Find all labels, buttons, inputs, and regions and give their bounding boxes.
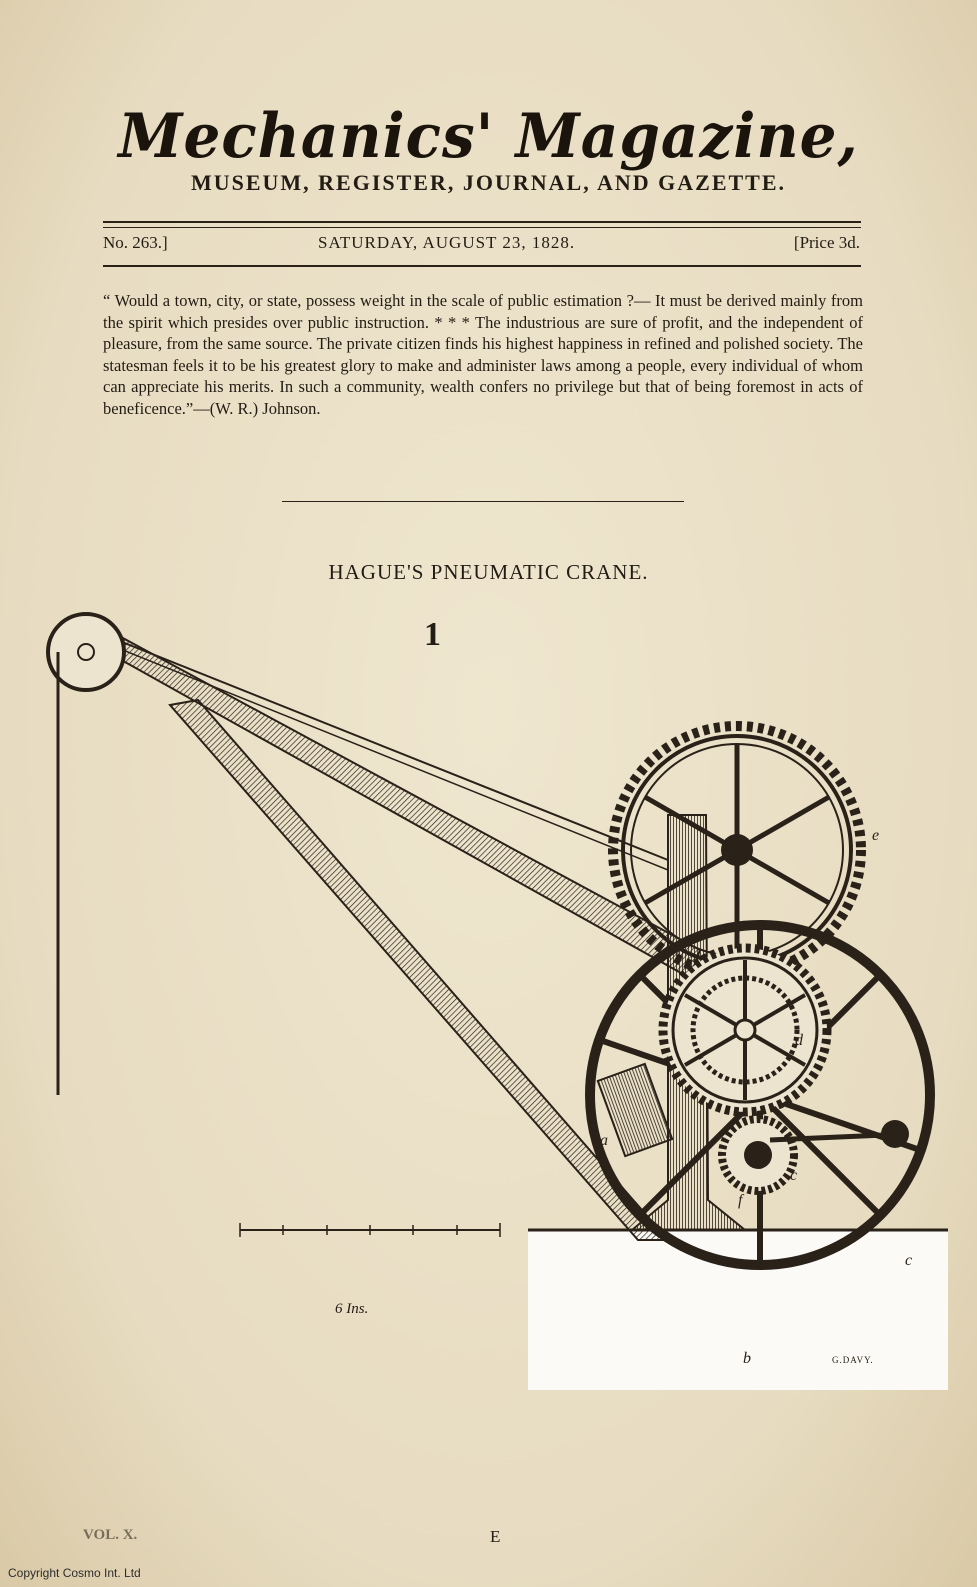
figure-number: 1 <box>424 616 441 653</box>
pneumatic-cylinder <box>598 1064 672 1156</box>
figure-label-a: a <box>600 1132 608 1149</box>
base-plinth <box>528 1230 948 1390</box>
middle-gear-wheel <box>663 948 827 1112</box>
figure-label-d: d <box>795 1032 803 1049</box>
figure-label-c2: c <box>790 1167 798 1184</box>
governor-ball <box>881 1120 909 1148</box>
crane-engraving <box>40 600 950 1400</box>
scale-label: 6 Ins. <box>335 1301 369 1317</box>
tension-rod-lower <box>108 644 668 870</box>
epigraph-divider <box>282 501 684 502</box>
diagonal-strut <box>170 700 668 1240</box>
volume-mark: VOL. X. <box>83 1527 138 1543</box>
issue-price: [Price 3d. <box>793 233 860 252</box>
header-rule-thin <box>103 227 861 228</box>
figure-label-c: c <box>905 1252 913 1269</box>
masthead-subtitle: MUSEUM, REGISTER, JOURNAL, AND GAZETTE. <box>190 170 787 195</box>
signature-mark: E <box>490 1527 501 1546</box>
copyright-watermark: Copyright Cosmo Int. Ltd <box>8 1566 141 1580</box>
issue-date: SATURDAY, AUGUST 23, 1828. <box>318 233 576 252</box>
engraver-signature: G.DAVY. <box>832 1355 874 1365</box>
small-pinion <box>722 1119 794 1191</box>
figure-label-f: f <box>738 1192 743 1209</box>
epigraph-quote: “ Would a town, city, or state, possess weight in the scale of public estimation ?— It must be derived mainly from the spirit which presides over public instruction. * * * The industrious are sure of profit, and the independent of pleasure, from the same source. The private citizen finds his highest happiness in refined and polished society. The statesman feels it to be his greatest glory to make and administer laws among a people, every individual of whom can appreciate his merits. In such a community, wealth confers no privilege but that of being foremost in acts of beneficence.”—(W. R.) Johnson. <box>103 291 863 418</box>
figure-label-e: e <box>872 827 880 844</box>
tension-rod <box>92 630 668 860</box>
header-rule-top <box>103 221 861 223</box>
figure-label-b: b <box>743 1350 751 1367</box>
issue-number: No. 263.] <box>103 233 168 252</box>
scale-bar <box>240 1223 500 1237</box>
masthead-title: Mechanics' Magazine, <box>118 100 859 172</box>
article-title: HAGUE'S PNEUMATIC CRANE. <box>328 560 649 584</box>
header-rule-bottom <box>103 265 861 267</box>
